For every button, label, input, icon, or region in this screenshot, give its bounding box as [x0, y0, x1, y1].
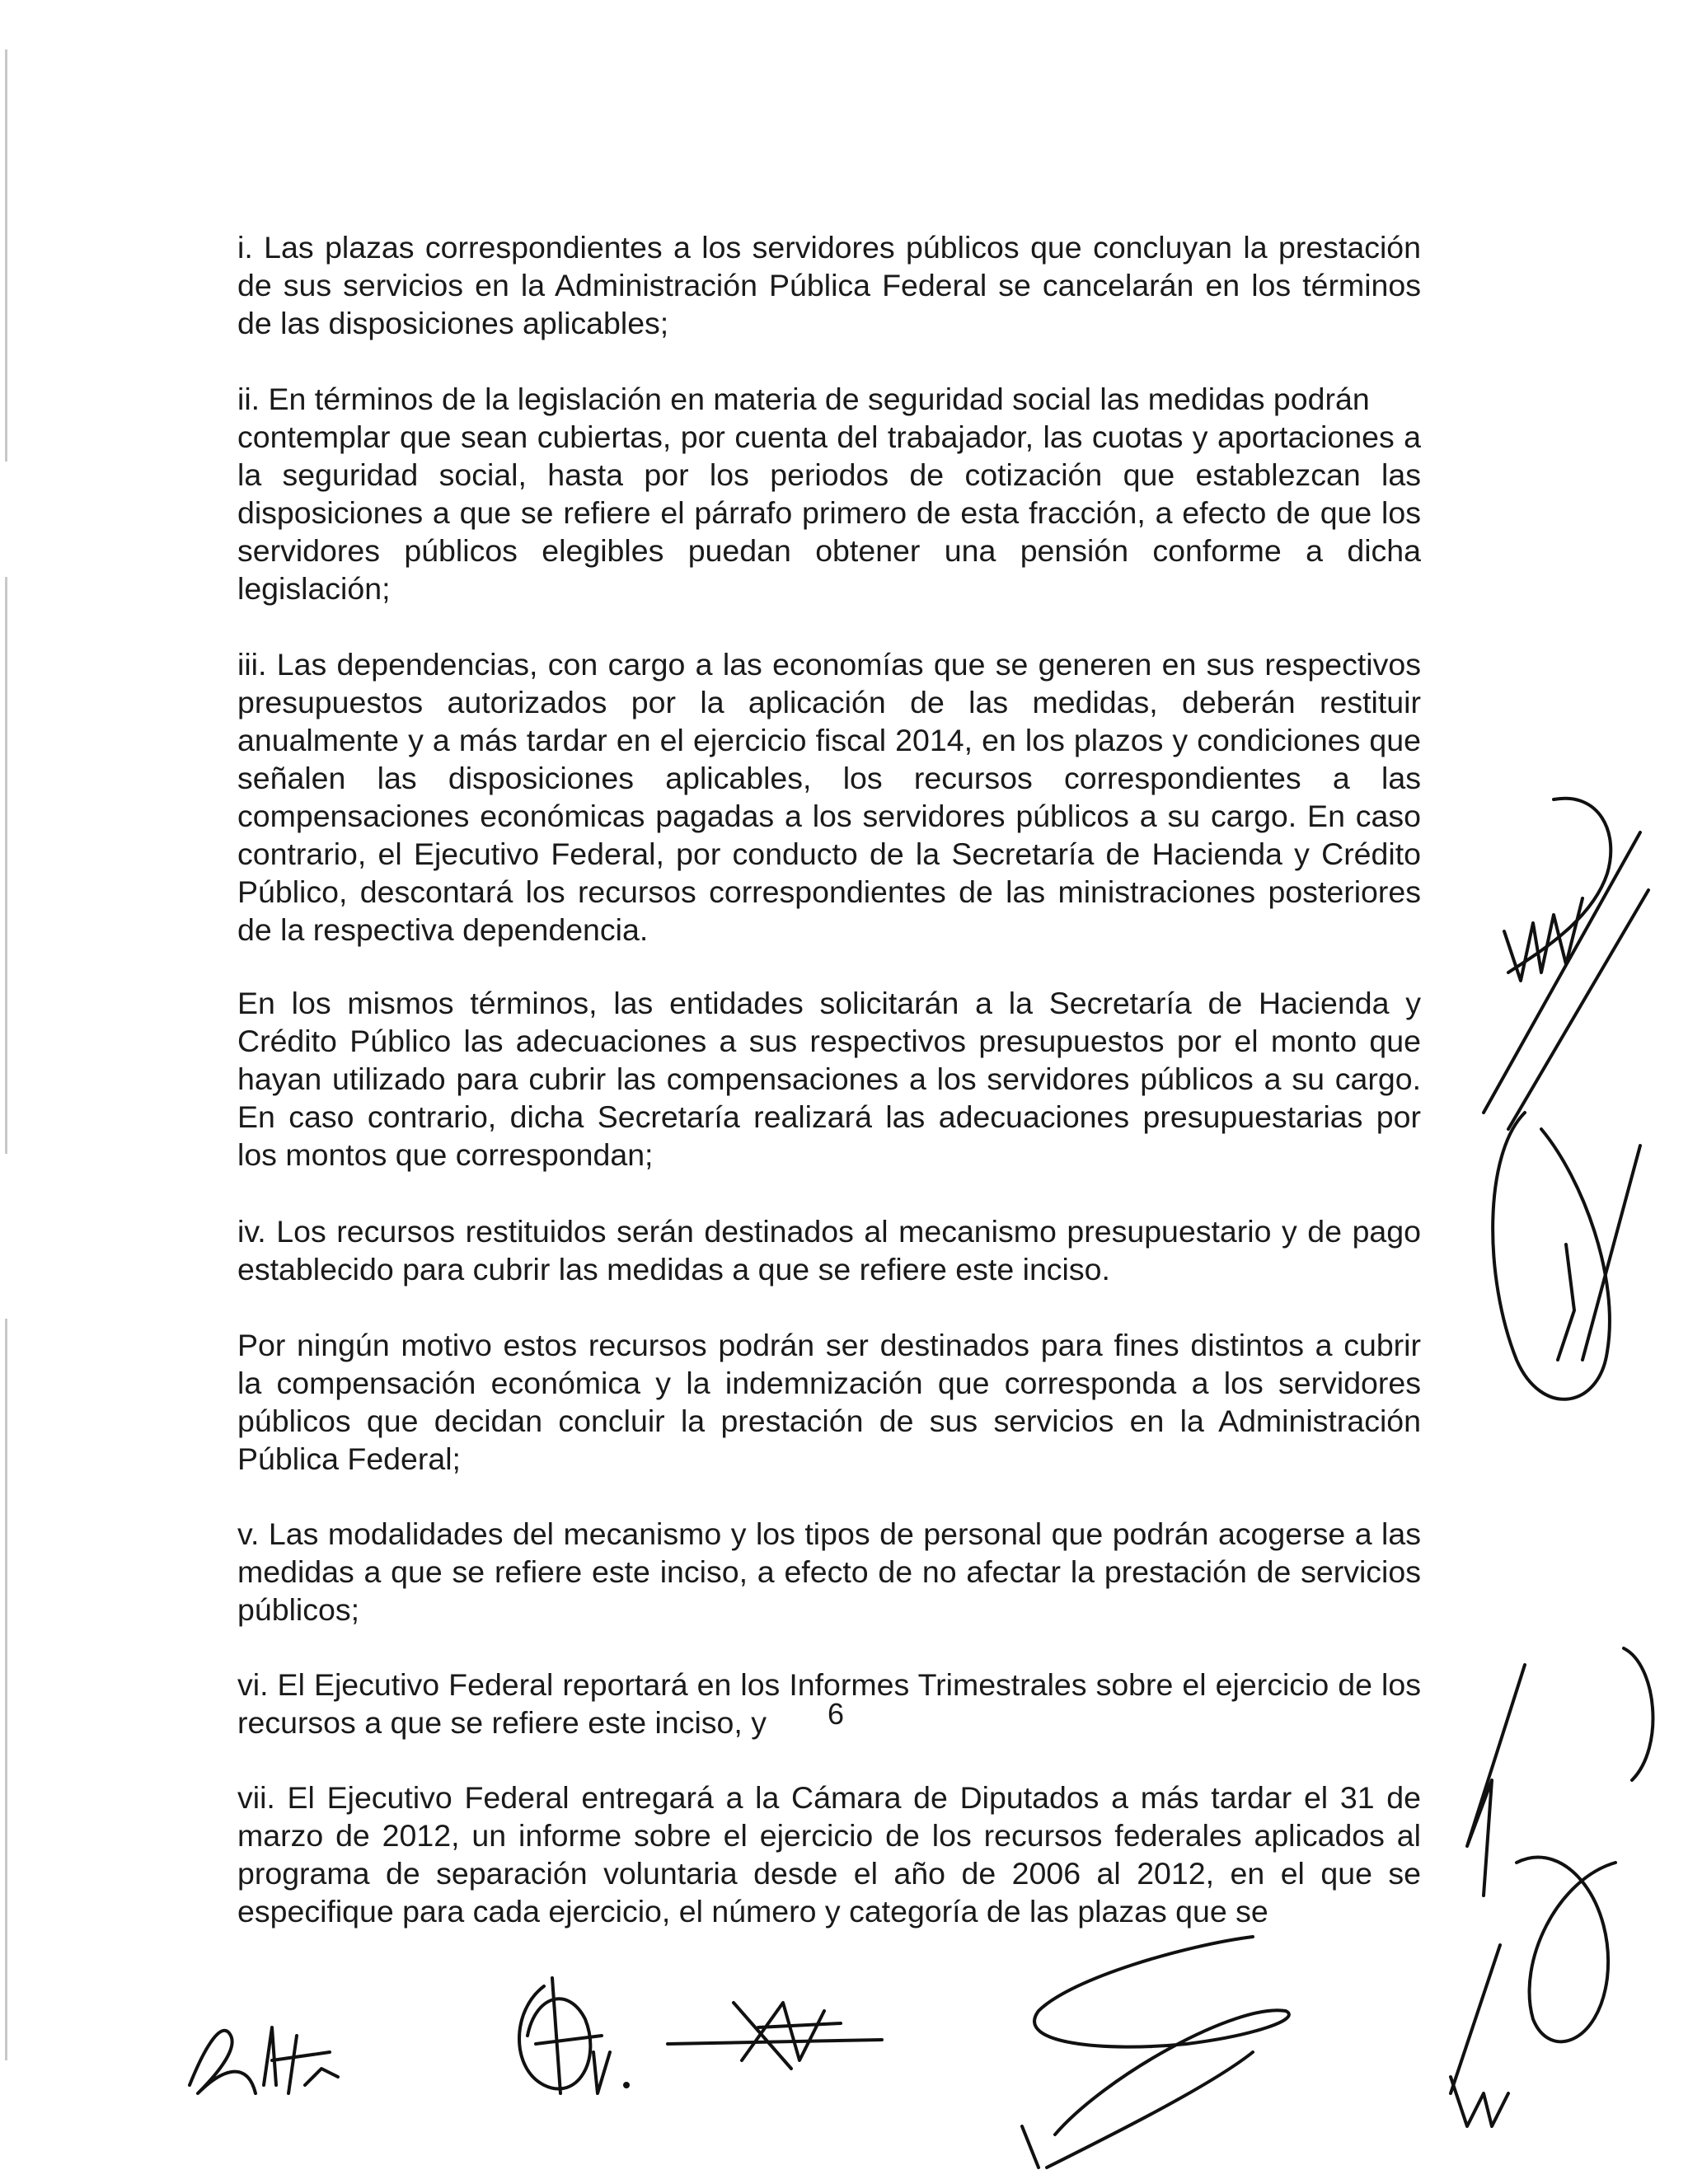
margin-signature-lower	[1434, 1632, 1681, 2143]
paragraph-ii	[237, 380, 1421, 607]
paragraph-ii-lead: ii. En términos de la legislación en materia de seguridad social las medidas podrán	[237, 382, 1370, 416]
margin-signature-upper	[1475, 783, 1657, 1459]
paragraph-vi: vi. El Ejecutivo Federal reportará en los Informes Trimestrales sobre el ejercicio de los recursos a que se refiere este inciso, y	[237, 1667, 1421, 1740]
scan-edge-mark	[5, 49, 7, 462]
scan-edge-mark	[5, 577, 7, 1154]
paragraph-vii: vii. El Ejecutivo Federal entregará a la Cámara de Diputados a más tardar el 31 de marzo de 2012, un informe sobre el ejercicio de los recursos federales aplicados al programa de separación voluntaria desde el año de 2006 al 2012, en el que se especifique para cada ejercicio, el número y categoría de las plazas que se	[237, 1780, 1421, 1929]
paragraph-ii-body: contemplar que sean cubiertas, por cuenta del trabajador, las cuotas y aportaciones a la seguridad social, hasta por los periodos de cotización que establezcan las disposiciones a que se refiere el párrafo primero de esta fracción, a efecto de que los servidores públicos elegibles puedan obtener una pensión conforme a dicha legislación;	[237, 419, 1421, 606]
paragraph-por-ningun-motivo: Por ningún motivo estos recursos podrán ser destinados para fines distintos a cubrir la compensación económica y la indemnización que corresponda a los servidores públicos que decidan concluir la prestación de sus servicios en la Administración Pública Federal;	[237, 1328, 1421, 1476]
bottom-signature-4	[1006, 1920, 1335, 2184]
paragraph-entidades: En los mismos términos, las entidades solicitarán a la Secretaría de Hacienda y Crédito Público las adecuaciones a sus respectivos presupuestos por el monto que hayan utilizado para cubrir las compensaciones a los servidores públicos a su cargo. En caso contrario, dicha Secretaría realizará las adecuaciones presupuestarias por los montos que correspondan;	[237, 986, 1421, 1172]
paragraph-iii: iii. Las dependencias, con cargo a las economías que se generen en sus respectivos presupuestos autorizados por la aplicación de las medidas, deberán restituir anualmente y a más tardar en el ejercicio fiscal 2014, en los plazos y condiciones que señalen las disposiciones aplicables, los recursos correspondientes a las compensaciones económicas pagadas a los servidores públicos a su cargo. En caso contrario, el Ejecutivo Federal, por conducto de la Secretaría de Hacienda y Crédito Público, descontará los recursos correspondientes de las ministraciones posteriores de la respectiva dependencia.	[237, 647, 1421, 947]
paragraph-iv: iv. Los recursos restituidos serán destinados al mecanismo presupuestario y de pago establecido para cubrir las medidas a que se refiere este inciso.	[237, 1214, 1421, 1286]
bottom-signature-3	[659, 1970, 890, 2085]
page-number: 6	[828, 1697, 845, 1731]
paragraph-v: v. Las modalidades del mecanismo y los tipos de personal que podrán acogerse a las medidas a que se refiere este inciso, a efecto de no afectar la prestación de servicios públicos;	[237, 1516, 1421, 1627]
paragraph-i: i. Las plazas correspondientes a los servidores públicos que concluyan la prestación de sus servicios en la Administración Pública Federal se cancelarán en los términos de las disposiciones aplicables;	[237, 230, 1421, 340]
bottom-signature-1	[173, 1994, 354, 2118]
scan-edge-mark	[5, 1319, 7, 2060]
bottom-signature-2	[495, 1961, 635, 2110]
